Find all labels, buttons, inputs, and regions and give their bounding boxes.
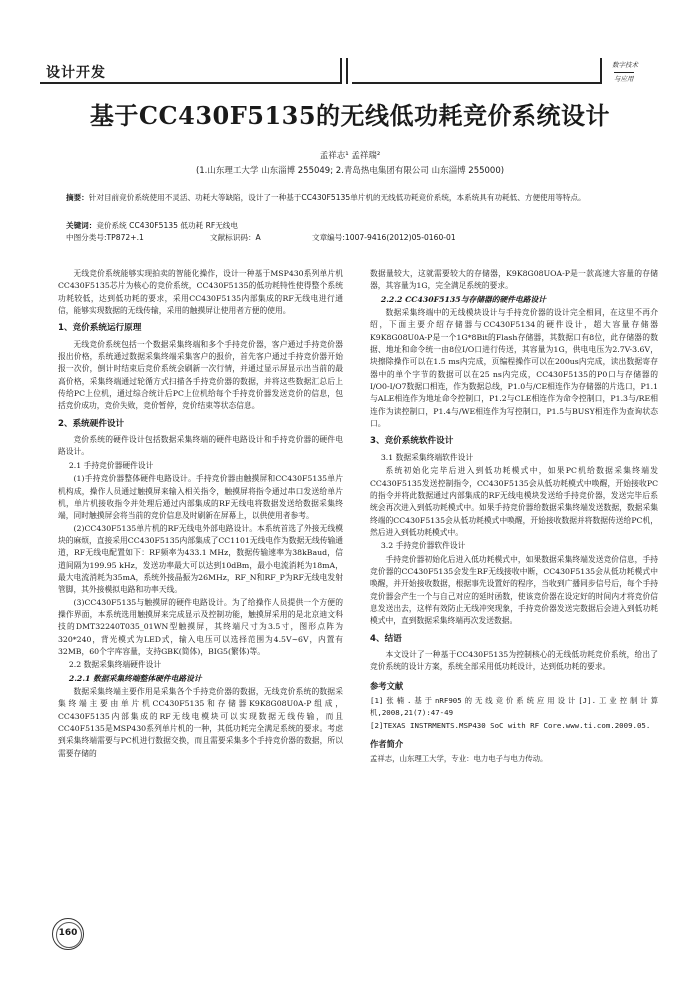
keywords-text: 竞价系统 CC430F5135 低功耗 RF无线电 xyxy=(96,221,238,230)
section-2-1-paragraph-2: (2)CC430F5135单片机的RF无线电外部电路设计。本系统首选了外接无线模块的麻烦，直接采用CC430F5135内部集成了CC1101无线电作为数据无线传输通道，RF无线电配置如下：RF频率为433.1 MHz，数据传输速率为38kBaud，信道间隔为199.95 kHz，发送功率最大可以达到10dBm，最小电流消耗为18mA，最大电流消耗为35mA，系统外接晶振为26MHz，RF_N和RF_P为RF无线电发射管脚，其外接模拟电路和功率天线。 xyxy=(58,523,343,595)
section-3-heading: 3、竞价系统软件设计 xyxy=(370,436,454,447)
section-2-heading: 2、系统硬件设计 xyxy=(58,418,125,429)
section-3-1-paragraph: 系统初始化完毕后进入到低功耗模式中，如果PC机给数据采集终端发CC430F5135发送控制指令，CC430F5135会从低功耗模式中唤醒，开始接收PC的指令并将此数据通过内部集成的RF无线电模块发送给手持竞价器，发送完毕后系统会再次进入到低功耗模式中。如果手持竞价器给数据采集终端发送数据，数据采集终端的CC430F5135会从低功耗模式中唤醒，开始接收数据并将数据传送给PC机，然后进入到低功耗模式中。 xyxy=(370,466,658,537)
section-1-paragraph: 无线竞价系统包括一个数据采集终端和多个手持竞价器，客户通过手持竞价器报出价格，系统通过数据采集终端采集客户的报价，首先客户通过手持竞价器开始报一次价，倒计时结束后竞价系统会刷新一次行情，并通过显示屏显示出当前的最高价格，采集终端通过轮循方式扫描各手持竞价器的数据，并将这些数据汇总后上传给PC上位机，通过综合统计后PC上位机给每个手持竞价器发送竞价的信息，包括竞价成功，竞价失败，竞价暂停，竞价结束等状态信息。 xyxy=(58,339,343,411)
authors: 孟祥志¹ 孟祥瑞² xyxy=(319,151,381,161)
header-rule-right xyxy=(352,82,602,84)
section-3-1-heading: 3.1 数据采集终端软件设计 xyxy=(380,452,474,462)
header-rule-left xyxy=(40,82,340,84)
header-divider-bars xyxy=(338,58,352,84)
abstract xyxy=(66,191,660,204)
section-2-2-heading: 2.2 数据采集终端硬件设计 xyxy=(68,660,162,670)
section-2-2-1-paragraph: 数据采集终端主要作用是采集各个手持竞价器的数据，无线竞价系统的数据采集终端主要由单片机CC430F5135和存储器K9K8G08U0A-P组成，CC430F5135内部集成的RF无线电模块可以实现数据无线传输，而且CC40F5135是MSP430系列单片机的一种，其低功耗完全满足系统的要求。考虑到采集终端需要与PC机进行数据交换，而且需要采集多个手持竞价器的数据，所以需要存储的 xyxy=(58,687,343,758)
paper-title: 基于CC430F5135的无线低功耗竞价系统设计 xyxy=(89,101,611,130)
section-2-1-paragraph-3: (3)CC430F5135与触摸屏的硬件电路设计。为了给操作人员提供一个方便的操作界面，本系统选用触摸屏来完成显示及控制功能，触摸屏采用的是北京迪文科技的DMT32240T035_01WN型触摸屏，其终端尺寸为3.5寸，图形点阵为320*240，背光模式为LED式，输入电压可以选择范围为4.5V~6V，内置有32MB，60个字库容量，支持GBK(简体)，BIG5(繁体)等。 xyxy=(58,597,343,656)
abstract-text: 针对目前竞价系统使用不灵活、功耗大等缺陷，设计了一种基于CC430F5135单片机的无线低功耗竞价系统，本系统具有功耗低、方便使用等特点。 xyxy=(88,193,586,202)
journal-logo-line1: 数字技术 xyxy=(612,61,638,69)
intro-paragraph: 无线竞价系统能够实现拍卖的智能化操作，设计一种基于MSP430系列单片机CC430F5135芯片为核心的竞价系统，CC430F5135的低功耗特性使得整个系统功耗较低，达到低功耗的要求，采用CC430F5135内部集成的RF无线电进行通信，能够实现数据的无线传输，采用的触摸屏让使用者方便的使用。 xyxy=(58,269,343,316)
section-1-heading: 1、竞价系统运行原理 xyxy=(58,323,142,334)
section-4-paragraph: 本文设计了一种基于CC430F5135为控制核心的无线低功耗竞价系统，给出了竞价系统的设计方案，系统全部采用低功耗设计，达到低功耗的要求。 xyxy=(370,649,658,672)
section-2-paragraph: 竞价系统的硬件设计包括数据采集终端的硬件电路设计和手持竞价器的硬件电路设计。 xyxy=(58,435,343,457)
section-2-2-2-heading: 2.2.2 CC430F5135与存储器的硬件电路设计 xyxy=(380,294,546,304)
page-number: 160 xyxy=(58,928,78,938)
affiliation: (1.山东理工大学 山东淄博 255049; 2.青岛热电集团有限公司 山东淄博 255000) xyxy=(195,166,505,176)
reference-item: [2]TEXAS INSTRMENTS.MSP430 SoC with RF Core.www.ti.com.2009.05. xyxy=(370,720,651,730)
journal-logo xyxy=(600,58,652,84)
clc-number: 中图分类号:TP872+.1 xyxy=(66,233,144,242)
section-3-2-paragraph: 手持竞价器初始化后进入低功耗模式中，如果数据采集终端发送竞价信息，手持竞价器的CC430F5135会发生RF无线接收中断，CC430F5135会从低功耗模式中唤醒，并开始接收数据，根据事先设置好的程序，当收到广播同步信号后，每个手持竞价器会产生一个与自己对应的延时函数，使该竞价器在设定好的时间内才将竞价信息发送出去，这样有效防止无线冲突现象，手持竞价器发送完数据后会进入到低功耗模式中，直到数据采集终端再次发送数据。 xyxy=(370,554,658,626)
document-code: 文献标识码：A xyxy=(210,233,261,242)
abstract-label: 摘要： xyxy=(66,193,89,202)
references-heading: 参考文献 xyxy=(370,680,404,691)
article-number: 文章编号:1007-9416(2012)05-0160-01 xyxy=(312,233,456,242)
section-2-2-2-paragraph: 数据采集终端中的无线模块设计与手持竞价器的设计完全相同，在这里不再介绍，下面主要介绍存储器与CC430F5134的硬件设计，超大容量存储器K9K8G08U0A-P是一个1G*8Bit的Flash存储器，其数据口有8位，此存储器的数据、地址和命令统一由8位I/O口进行传送，其容量为1G，供电电压为2.7V-3.6V，块擦除操作可以在1.5 ms内完成，页编程操作可以在200us内完成，读出数据寄存器中的单个字节的数据可以在25 ns内完成，CC430F5135的P0口与存储器的I/O0-I/O7数据口相连，作为数据总线，P1.0与/CE相连作为存储器的片选口，P1.1与ALE相连作为地址命令控制口，P1.2与CLE相连作为命令控制口，P1.3与/RE相连作为读控制口，P1.4与/WE相连作为写控制口，P1.5与BUSY相连作为查询状态口。 xyxy=(370,308,658,429)
section-2-1-paragraph-1: (1)手持竞价器整体硬件电路设计。手持竞价器由触摸屏和CC430F5135单片机构成，操作人员通过触摸屏来输入相关指令，触摸屏将指令通过串口发送给单片机，单片机接收指令并处理后通过内部集成的RF无线电将数据发送给数据采集终端，同时触摸屏会将当前的竞价信息及时刷新在屏幕上，以供使用者参考。 xyxy=(58,474,343,521)
section-2-1-heading: 2.1 手持竞价器硬件设计 xyxy=(68,460,154,470)
reference-item: [1]张楠.基于nRF905的无线竞价系统应用设计[J].工业控制计算机,2008,21(7):47-49 xyxy=(370,696,658,718)
section-label: 设计开发 xyxy=(46,65,106,81)
keywords xyxy=(66,219,660,232)
page-number-badge xyxy=(52,918,84,950)
continued-paragraph: 数据量较大，这就需要较大的存储器，K9K8G08UOA-P是一款高速大容量的存储器，其容量为1G，完全满足系统的要求。 xyxy=(370,269,658,291)
author-bio: 孟祥志，山东理工大学，专业：电力电子与电力传动。 xyxy=(370,754,548,764)
section-4-heading: 4、结语 xyxy=(370,633,402,644)
right-column xyxy=(370,268,658,766)
section-3-2-heading: 3.2 手持竞价器软件设计 xyxy=(380,541,466,551)
keywords-label: 关键词： xyxy=(66,221,97,230)
section-2-2-1-heading: 2.2.1 数据采集终端整体硬件电路设计 xyxy=(68,673,202,683)
journal-logo-line2: 与应用 xyxy=(614,72,634,83)
author-bio-heading: 作者简介 xyxy=(370,739,404,750)
left-column xyxy=(58,268,343,760)
